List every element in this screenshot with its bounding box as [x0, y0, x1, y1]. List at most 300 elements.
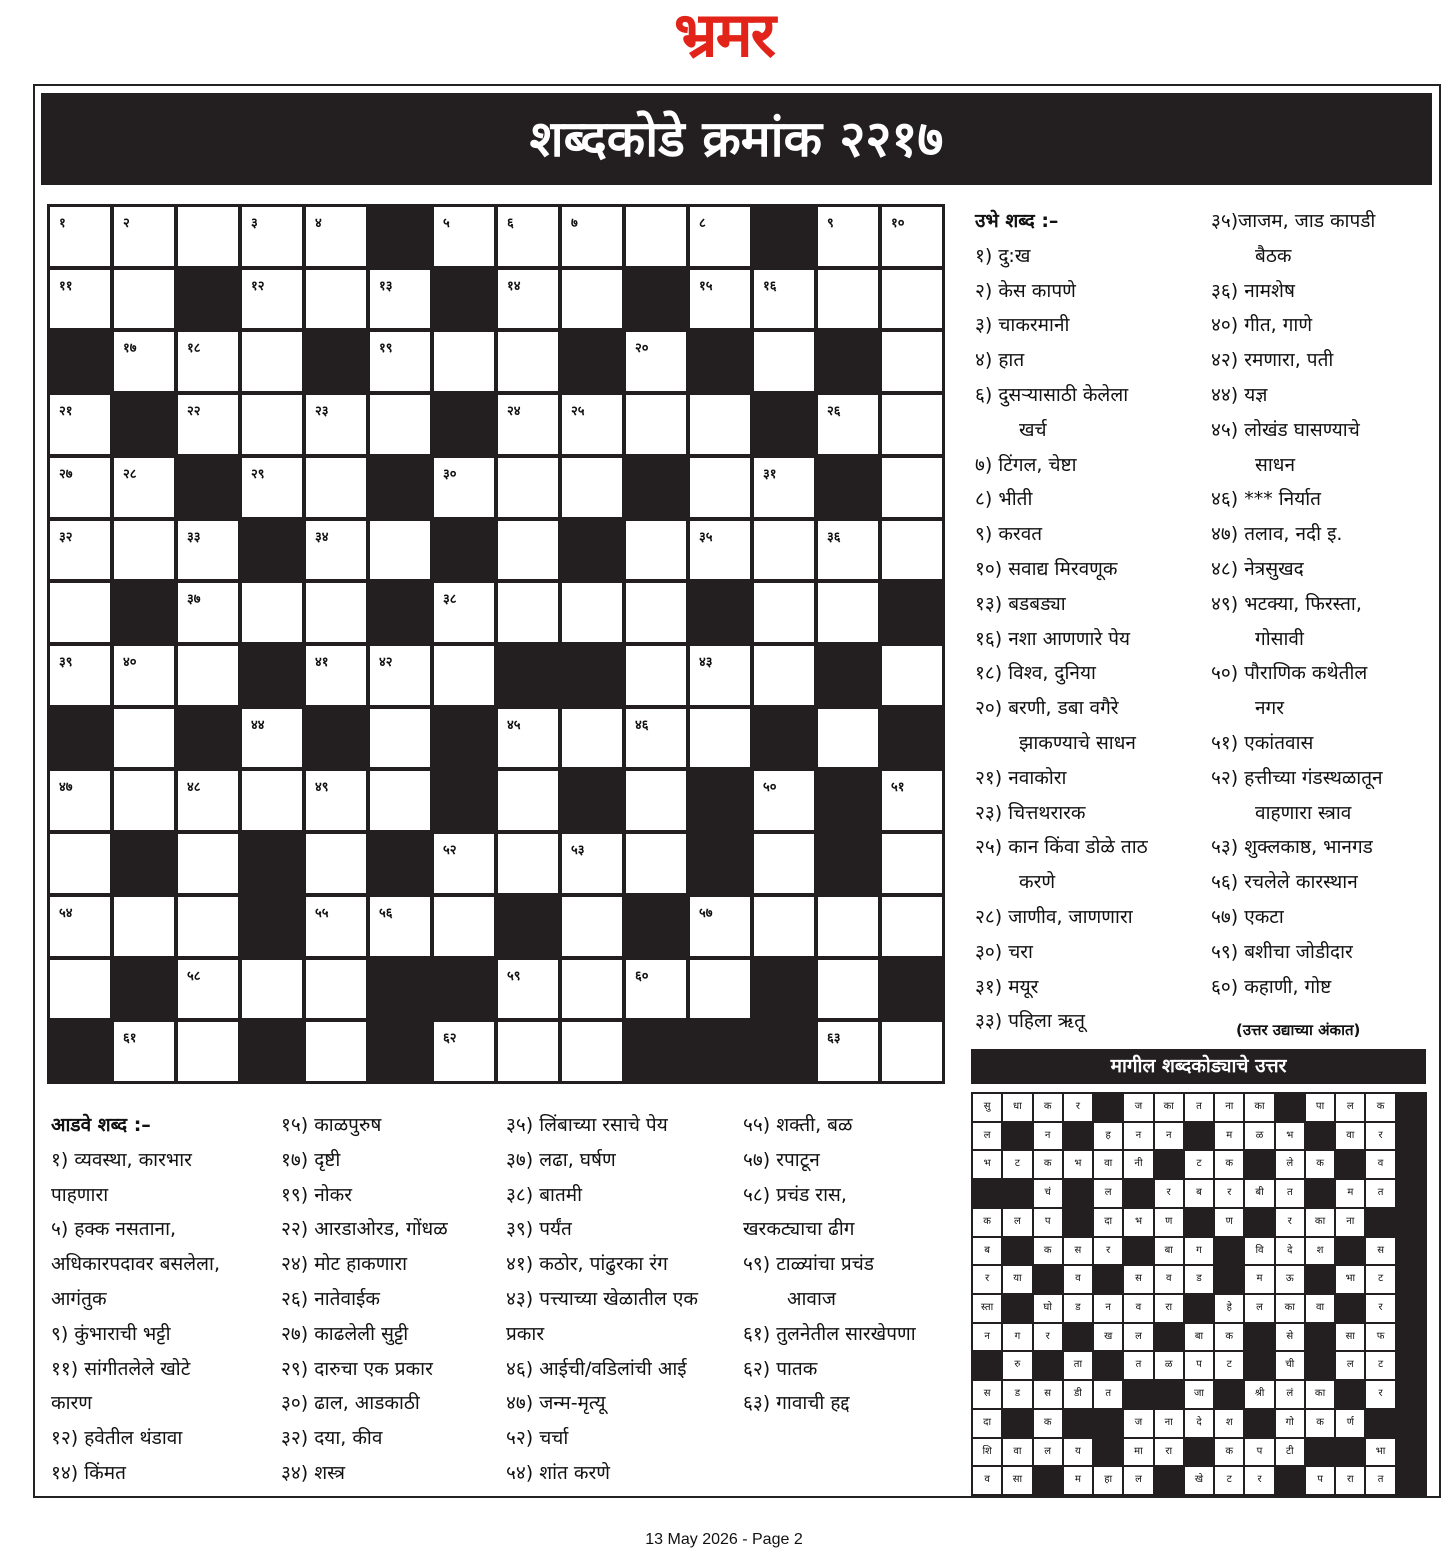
solution-title: मागील शब्दकोड्याचे उत्तर [971, 1049, 1426, 1084]
crossword-grid [47, 204, 945, 1084]
cell-number: ३ [251, 216, 258, 231]
grid-cell [178, 207, 238, 266]
grid-cell [370, 521, 430, 580]
cell-number: ५० [763, 780, 777, 796]
solution-black-cell [1245, 1324, 1273, 1351]
solution-cell: ना [1336, 1209, 1364, 1236]
clue-line: ५८) प्रचंड रास, [743, 1183, 847, 1206]
solution-cell: दा [973, 1410, 1001, 1437]
grid-cell [818, 270, 878, 329]
clue-line: ५७) रपाटून [743, 1148, 820, 1171]
grid-cell [562, 458, 622, 517]
grid-cell [50, 897, 110, 956]
cell-number: ४ [315, 216, 322, 231]
solution-cell: व [1124, 1295, 1152, 1322]
cell-number: ५४ [59, 905, 73, 921]
grid-cell [178, 960, 238, 1019]
solution-cell: ले [1276, 1151, 1304, 1178]
clue-line: ७) टिंगल, चेष्टा [975, 453, 1077, 476]
solution-black-cell [1397, 1180, 1425, 1207]
solution-cell: म [1245, 1266, 1273, 1293]
black-cell [178, 270, 238, 329]
solution-cell: धा [1003, 1094, 1031, 1121]
solution-cell: ल [1336, 1352, 1364, 1379]
cell-number: १३ [379, 278, 393, 294]
solution-black-cell [1397, 1439, 1425, 1466]
solution-black-cell [1397, 1266, 1425, 1293]
solution-cell: भ [1276, 1123, 1304, 1150]
clue-line: आवाज [787, 1287, 837, 1310]
grid-cell [370, 646, 430, 705]
grid-cell [114, 270, 174, 329]
grid-cell [754, 332, 814, 391]
solution-cell: का [1155, 1094, 1183, 1121]
puzzle-title: शब्दकोडे क्रमांक २२१७ [41, 93, 1432, 185]
grid-cell [754, 834, 814, 893]
grid-cell [754, 521, 814, 580]
grid-cell [306, 207, 366, 266]
grid-cell [114, 458, 174, 517]
grid-cell [50, 960, 110, 1019]
clue-line: पाहणारा [51, 1183, 109, 1206]
solution-cell: ल [1124, 1324, 1152, 1351]
grid-cell [818, 207, 878, 266]
clue-line: ३०) ढाल, आडकाठी [281, 1392, 420, 1415]
cell-number: ३५ [699, 529, 713, 545]
clue-line: ५३) शुक्लकाष्ठ, भानगड [1211, 836, 1373, 859]
solution-black-cell [1185, 1123, 1213, 1150]
cell-number: १६ [763, 278, 777, 294]
clue-line: ३५)जाजम, जाड कापडी [1211, 210, 1376, 232]
grid-cell [626, 207, 686, 266]
black-cell [562, 771, 622, 830]
solution-cell: बी [1245, 1180, 1273, 1207]
clue-line: ५९) बशीचा जोडीदार [1211, 940, 1353, 963]
solution-black-cell [1124, 1238, 1152, 1265]
across-clues-col2 [281, 1108, 448, 1491]
solution-cell: व [1155, 1266, 1183, 1293]
clue-line: खर्च [1019, 418, 1047, 441]
solution-black-cell [1094, 1439, 1122, 1466]
black-cell [562, 646, 622, 705]
black-cell [626, 458, 686, 517]
solution-cell: स [973, 1381, 1001, 1408]
solution-cell: ट [1185, 1151, 1213, 1178]
grid-cell [242, 395, 302, 454]
solution-black-cell [1306, 1266, 1334, 1293]
solution-cell: व [973, 1467, 1001, 1494]
clue-line: ४५) लोखंड घासण्याचे [1211, 418, 1360, 441]
solution-cell: पा [1306, 1094, 1334, 1121]
solution-cell: का [1276, 1295, 1304, 1322]
grid-cell [818, 960, 878, 1019]
clue-line: २५) कान किंवा डोळे ताठ [975, 836, 1148, 859]
grid-cell [818, 583, 878, 642]
grid-cell [178, 583, 238, 642]
grid-cell [178, 771, 238, 830]
grid-cell [690, 207, 750, 266]
solution-black-cell [1155, 1151, 1183, 1178]
cell-number: ६३ [827, 1031, 841, 1047]
grid-cell [690, 646, 750, 705]
solution-cell: वा [1336, 1123, 1364, 1150]
across-clues-col4 [743, 1108, 916, 1421]
clue-line: १४) किंमत [51, 1461, 126, 1484]
grid-cell [178, 521, 238, 580]
cell-number: १५ [699, 278, 713, 294]
solution-cell: क [1306, 1151, 1334, 1178]
clue-line: गोसावी [1255, 627, 1304, 650]
black-cell [306, 332, 366, 391]
black-cell [818, 646, 878, 705]
solution-black-cell [1003, 1180, 1031, 1207]
solution-cell: क [973, 1209, 1001, 1236]
solution-black-cell [1003, 1295, 1031, 1322]
black-cell [50, 709, 110, 768]
clue-line: ५२) चर्चा [506, 1427, 569, 1450]
grid-cell [882, 332, 942, 391]
grid-cell [498, 834, 558, 893]
grid-cell [626, 771, 686, 830]
black-cell [178, 709, 238, 768]
clue-line: झाकण्याचे साधन [1019, 731, 1136, 754]
solution-black-cell [1306, 1324, 1334, 1351]
grid-cell [882, 207, 942, 266]
solution-cell: नी [1124, 1151, 1152, 1178]
grid-cell [434, 834, 494, 893]
cell-number: ६ [507, 216, 514, 231]
solution-cell: चं [1034, 1180, 1062, 1207]
cell-number: २४ [507, 404, 521, 420]
page-footer: 13 May 2026 - Page 2 [645, 1531, 803, 1548]
solution-cell: ल [1034, 1439, 1062, 1466]
grid-cell [690, 709, 750, 768]
grid-cell [434, 332, 494, 391]
solution-cell: र [1366, 1381, 1394, 1408]
solution-cell: श्री [1245, 1381, 1273, 1408]
solution-cell: ड [1064, 1295, 1092, 1322]
cell-number: ४९ [315, 780, 329, 796]
solution-cell: र्ण [1336, 1410, 1364, 1437]
solution-black-cell [1215, 1238, 1243, 1265]
solution-black-cell [1124, 1381, 1152, 1408]
clue-line: ६१) तुलनेतील सारखेपणा [743, 1322, 916, 1345]
black-cell [882, 583, 942, 642]
cell-number: ६१ [123, 1031, 137, 1047]
grid-cell [178, 395, 238, 454]
solution-black-cell [1336, 1381, 1364, 1408]
grid-cell [114, 332, 174, 391]
grid-cell [754, 583, 814, 642]
grid-cell [882, 521, 942, 580]
solution-black-cell [1306, 1123, 1334, 1150]
clue-line: ५२) हत्तीच्या गंडस्थळातून [1211, 766, 1383, 789]
clue-line: ४१) कठोर, पांढुरका रंग [506, 1253, 668, 1276]
black-cell [562, 332, 622, 391]
down-heading: उभे शब्द :– [975, 210, 1059, 232]
solution-black-cell [1064, 1209, 1092, 1236]
clue-line: ६) दुसऱ्यासाठी केलेला [975, 383, 1129, 406]
cell-number: १७ [123, 341, 137, 357]
clue-line: १) व्यवस्था, कारभार [51, 1148, 192, 1171]
solution-cell: दे [1276, 1238, 1304, 1265]
cell-number: ५१ [891, 780, 905, 796]
solution-cell: क [1034, 1238, 1062, 1265]
grid-cell [690, 960, 750, 1019]
solution-cell: श [1215, 1410, 1243, 1437]
clue-line: ४६) आईची/वडिलांची आई [506, 1357, 687, 1380]
clue-line: २१) नवाकोरा [975, 766, 1067, 789]
solution-black-cell [1397, 1151, 1425, 1178]
solution-black-cell [1003, 1123, 1031, 1150]
solution-black-cell [1215, 1266, 1243, 1293]
solution-cell: रु [1003, 1352, 1031, 1379]
solution-black-cell [1245, 1352, 1273, 1379]
black-cell [754, 709, 814, 768]
grid-cell [50, 270, 110, 329]
grid-cell [434, 583, 494, 642]
grid-cell [50, 207, 110, 266]
black-cell [50, 1022, 110, 1081]
clue-line: ३७) लढा, घर्षण [506, 1148, 616, 1171]
cell-number: २५ [571, 404, 585, 420]
solution-cell: दे [1185, 1410, 1213, 1437]
solution-black-cell [1064, 1324, 1092, 1351]
cell-number: ५ [443, 216, 450, 231]
black-cell [434, 395, 494, 454]
cell-number: ३४ [315, 529, 329, 545]
solution-cell: लं [1276, 1381, 1304, 1408]
solution-cell: क [1034, 1410, 1062, 1437]
cell-number: ५२ [443, 843, 457, 859]
clue-line: ६०) कहाणी, गोष्ट [1211, 975, 1332, 998]
grid-cell [114, 771, 174, 830]
clue-line: ३) चाकरमानी [975, 314, 1070, 337]
grid-cell [306, 834, 366, 893]
solution-cell: र [1276, 1209, 1304, 1236]
black-cell [370, 960, 430, 1019]
solution-cell: प [1306, 1467, 1334, 1494]
clue-line: १०) सवाद्य मिरवणूक [975, 557, 1118, 580]
clue-line: १) दु:ख [975, 244, 1031, 267]
solution-cell: ज [1124, 1094, 1152, 1121]
solution-cell: र [1064, 1094, 1092, 1121]
black-cell [114, 834, 174, 893]
solution-cell: स [1064, 1238, 1092, 1265]
solution-cell: त [1366, 1180, 1394, 1207]
grid-cell [562, 897, 622, 956]
grid-cell [178, 332, 238, 391]
solution-cell: प [1185, 1352, 1213, 1379]
clue-line: ९) करवत [975, 523, 1043, 546]
cell-number: १० [891, 216, 905, 231]
solution-black-cell [1397, 1094, 1425, 1121]
clue-line: ५४) शांत करणे [506, 1461, 611, 1484]
solution-cell: हा [1094, 1467, 1122, 1494]
solution-cell: र [1094, 1238, 1122, 1265]
cell-number: ९ [827, 216, 834, 231]
black-cell [242, 521, 302, 580]
black-cell [114, 960, 174, 1019]
across-clues-col1 [51, 1108, 220, 1491]
solution-black-cell [973, 1352, 1001, 1379]
black-cell [242, 1022, 302, 1081]
black-cell [690, 332, 750, 391]
clue-line: २४) मोट हाकणारा [281, 1253, 408, 1276]
solution-black-cell [1397, 1209, 1425, 1236]
grid-cell [306, 583, 366, 642]
solution-black-cell [1094, 1352, 1122, 1379]
cell-number: ३९ [59, 655, 73, 670]
black-cell [370, 834, 430, 893]
solution-cell: ल [1245, 1295, 1273, 1322]
solution-cell: ट [1366, 1266, 1394, 1293]
solution-black-cell [1155, 1467, 1183, 1494]
black-cell [626, 897, 686, 956]
grid-cell [754, 270, 814, 329]
grid-cell [562, 960, 622, 1019]
solution-cell: भ [1064, 1151, 1092, 1178]
grid-cell [370, 332, 430, 391]
solution-cell: फ [1366, 1324, 1394, 1351]
solution-black-cell [1276, 1094, 1304, 1121]
clue-line: ४२) रमणारा, पती [1211, 349, 1334, 372]
grid-cell [242, 458, 302, 517]
solution-cell: क [1215, 1324, 1243, 1351]
cell-number: ३३ [187, 529, 201, 545]
solution-cell: ल [973, 1123, 1001, 1150]
solution-cell: त [1276, 1180, 1304, 1207]
cell-number: ४१ [315, 655, 329, 670]
solution-cell: सु [973, 1094, 1001, 1121]
black-cell [754, 1022, 814, 1081]
solution-black-cell [1185, 1439, 1213, 1466]
solution-black-cell [1064, 1123, 1092, 1150]
clue-line: आगंतुक [51, 1287, 107, 1310]
solution-cell: त [1124, 1352, 1152, 1379]
clue-line: ३३) पहिला ऋतू [975, 1010, 1085, 1033]
cell-number: ४२ [379, 655, 393, 670]
cell-number: ३६ [827, 529, 841, 545]
cell-number: ३० [443, 466, 457, 482]
black-cell [754, 395, 814, 454]
brand-logo: भ्रमर [673, 0, 775, 71]
clue-line: १६) नशा आणणारे पेय [975, 627, 1131, 650]
solution-cell: मा [1124, 1439, 1152, 1466]
solution-cell: स [1034, 1381, 1062, 1408]
clue-line: ३९) पर्यंत [506, 1218, 572, 1241]
cell-number: ४५ [507, 717, 521, 733]
grid-cell [818, 395, 878, 454]
solution-cell: ची [1276, 1352, 1304, 1379]
solution-cell: र [1366, 1295, 1394, 1322]
grid-cell [306, 270, 366, 329]
solution-cell: ल [1094, 1180, 1122, 1207]
solution-cell: ट [1366, 1352, 1394, 1379]
clue-line: ३२) दया, कीव [281, 1427, 383, 1450]
solution-cell: र [1215, 1180, 1243, 1207]
cell-number: २२ [187, 404, 201, 420]
clue-line: ३६) नामशेष [1211, 279, 1295, 302]
grid-cell [818, 1022, 878, 1081]
solution-cell: र [1155, 1180, 1183, 1207]
grid-cell [754, 646, 814, 705]
solution-cell: सा [1336, 1324, 1364, 1351]
grid-cell [50, 583, 110, 642]
grid-cell [562, 583, 622, 642]
clue-line: नगर [1255, 697, 1285, 720]
clue-line: ५१) एकांतवास [1211, 731, 1314, 754]
solution-black-cell [1094, 1266, 1122, 1293]
solution-cell: स्ता [973, 1295, 1001, 1322]
grid-cell [50, 834, 110, 893]
black-cell [370, 1022, 430, 1081]
clue-line: ११) सांगीतलेले खोटे [51, 1357, 191, 1380]
solution-cell: ट [1215, 1467, 1243, 1494]
grid-cell [498, 395, 558, 454]
solution-black-cell [1094, 1094, 1122, 1121]
solution-cell: वा [1094, 1151, 1122, 1178]
solution-cell: ब [1185, 1180, 1213, 1207]
cell-number: ६० [635, 968, 649, 984]
grid-cell [306, 395, 366, 454]
grid-cell [114, 897, 174, 956]
clue-line: १९) नोकर [281, 1183, 353, 1206]
solution-cell: ज [1124, 1410, 1152, 1437]
solution-black-cell [1336, 1295, 1364, 1322]
grid-cell [242, 709, 302, 768]
grid-cell [690, 395, 750, 454]
solution-black-cell [973, 1180, 1001, 1207]
clue-line: ३८) बातमी [506, 1183, 583, 1206]
grid-cell [114, 207, 174, 266]
grid-cell [882, 834, 942, 893]
grid-cell [242, 332, 302, 391]
across-clues-col3 [506, 1108, 698, 1491]
clue-line: बैठक [1255, 244, 1292, 267]
solution-cell: ळ [1155, 1352, 1183, 1379]
solution-cell: न [1124, 1123, 1152, 1150]
clue-line: ६२) पातक [743, 1357, 818, 1380]
black-cell [434, 521, 494, 580]
black-cell [178, 458, 238, 517]
cell-number: २८ [123, 466, 137, 482]
grid-cell [498, 458, 558, 517]
solution-cell: न [973, 1324, 1001, 1351]
grid-cell [882, 395, 942, 454]
grid-cell [562, 1022, 622, 1081]
solution-cell: बा [1185, 1324, 1213, 1351]
clue-line: १५) काळपुरुष [281, 1114, 382, 1136]
solution-cell: ळ [1245, 1123, 1273, 1150]
cell-number: ४८ [187, 780, 201, 796]
grid-cell [114, 709, 174, 768]
solution-black-cell [1245, 1151, 1273, 1178]
solution-cell: म [1064, 1467, 1092, 1494]
clue-line: ३४) शस्त्र [281, 1461, 346, 1484]
black-cell [690, 583, 750, 642]
solution-cell: प [1245, 1439, 1273, 1466]
clue-line: ८) भीती [975, 488, 1033, 511]
solution-black-cell [1397, 1123, 1425, 1150]
black-cell [114, 395, 174, 454]
clue-line: २८) जाणीव, जाणणारा [975, 905, 1133, 928]
clue-line: ४७) जन्म-मृत्यू [506, 1392, 606, 1415]
solution-cell: क [1034, 1151, 1062, 1178]
solution-cell: ऊ [1276, 1266, 1304, 1293]
black-cell [754, 960, 814, 1019]
solution-black-cell [1003, 1238, 1031, 1265]
